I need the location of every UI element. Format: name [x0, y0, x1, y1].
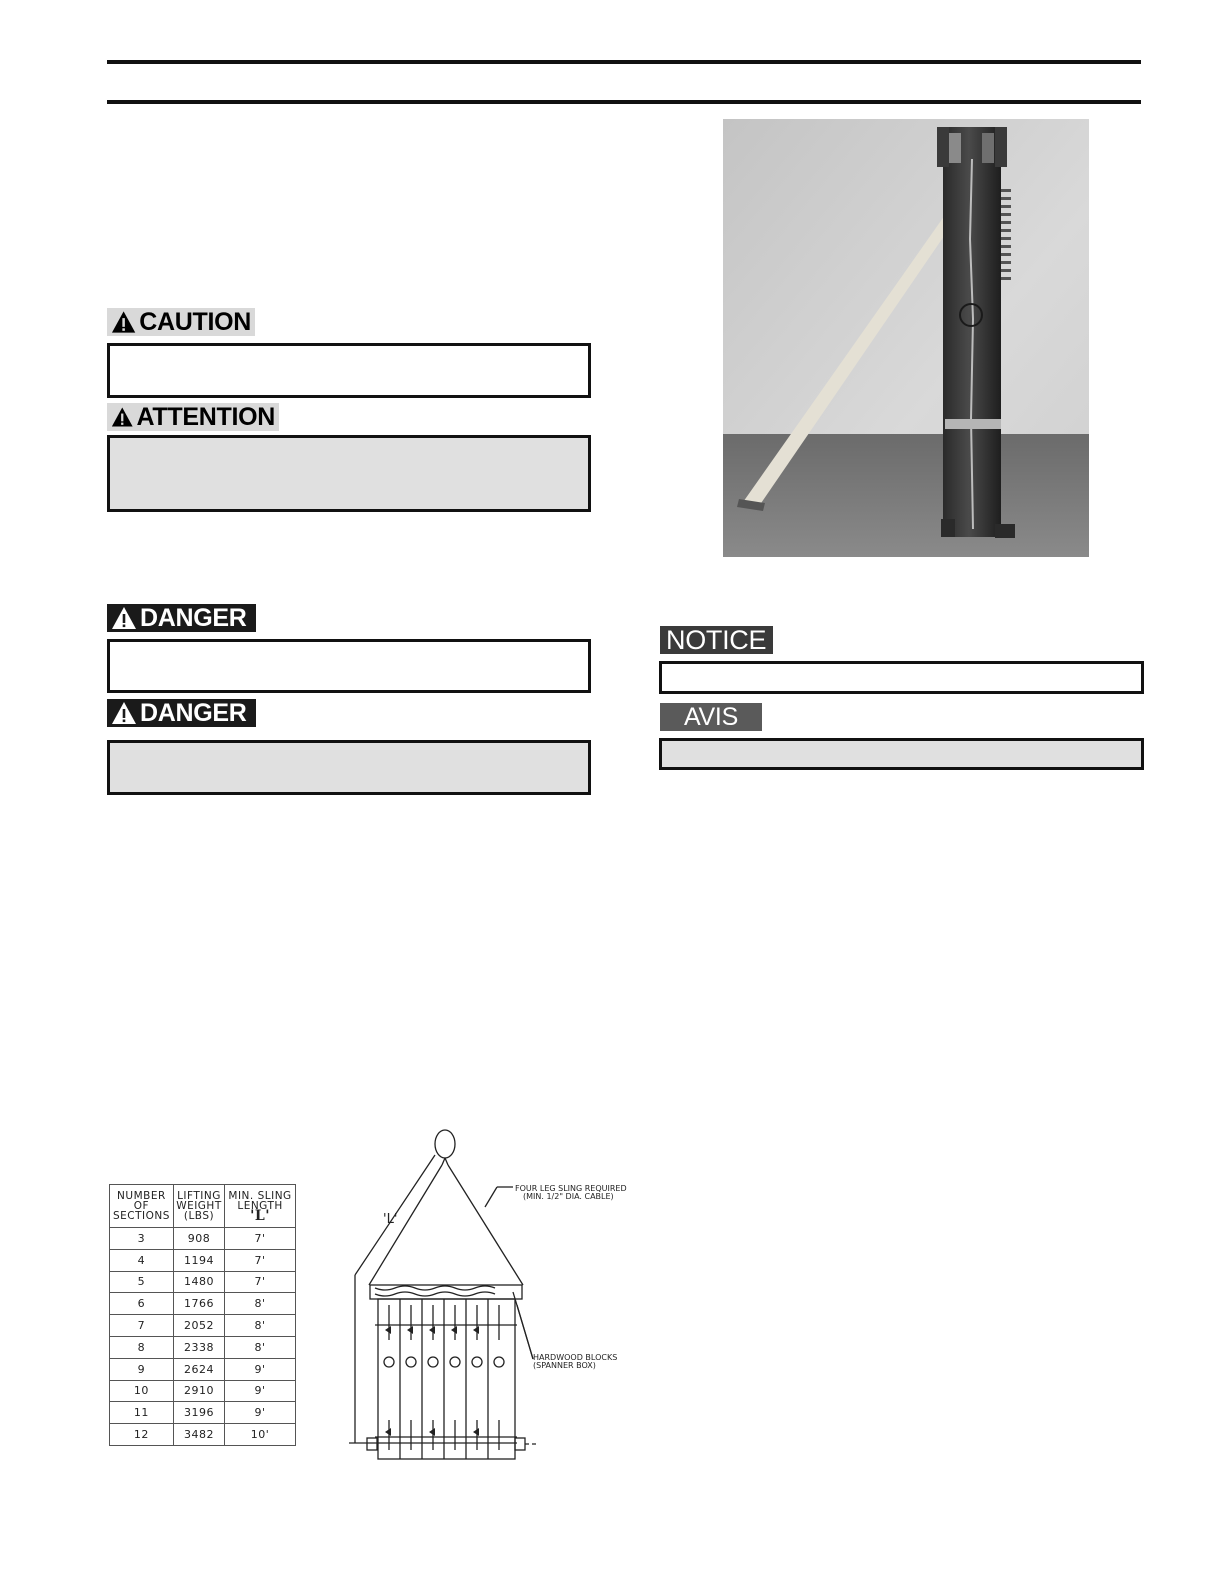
attention-label: [107, 403, 279, 431]
table-row: 11 3196 9': [110, 1402, 296, 1424]
caution-text: CAUTION: [139, 307, 251, 336]
header-rule-bottom: [107, 100, 1141, 104]
danger-label-2: [107, 699, 256, 727]
avis-label: [660, 703, 762, 731]
table-row: 5 1480 7': [110, 1271, 296, 1293]
table-row: 8 2338 8': [110, 1336, 296, 1358]
danger-message-box-1: [107, 639, 591, 693]
table-row: 4 1194 7': [110, 1249, 296, 1271]
sling-note-line1: FOUR LEG SLING REQUIRED: [515, 1184, 627, 1193]
notice-message-box: [659, 661, 1144, 694]
lifting-weight-table: [109, 1184, 296, 1446]
sling-lifting-diagram: [345, 1125, 630, 1465]
danger-text-2: DANGER: [140, 698, 247, 727]
warning-triangle-icon: [111, 701, 137, 725]
table-row: 12 3482 10': [110, 1424, 296, 1446]
section-upright-photo: [723, 119, 1089, 557]
warning-triangle-icon: [111, 405, 134, 429]
header-number-of-sections: NUMBER OF SECTIONS: [110, 1185, 174, 1228]
avis-message-box: [659, 738, 1144, 770]
notice-text: NOTICE: [666, 624, 767, 655]
table-row: 10 2910 9': [110, 1380, 296, 1402]
blocks-note-line2: (SPANNER BOX): [533, 1361, 596, 1370]
danger-label-1: [107, 604, 256, 632]
blocks-note-line1: HARDWOOD BLOCKS: [533, 1353, 618, 1362]
table-row: 3 908 7': [110, 1228, 296, 1250]
danger-text-1: DANGER: [140, 603, 247, 632]
danger-message-box-2: [107, 740, 591, 795]
notice-label: [660, 626, 773, 654]
avis-text: AVIS: [684, 702, 738, 731]
attention-text: ATTENTION: [136, 402, 275, 431]
caution-label: [107, 308, 255, 336]
table-row: 9 2624 9': [110, 1358, 296, 1380]
table-row: 7 2052 8': [110, 1315, 296, 1337]
table-header-row: [110, 1185, 296, 1228]
header-lifting-weight: LIFTING WEIGHT (LBS): [173, 1185, 224, 1228]
sling-note-line2: (MIN. 1/2" DIA. CABLE): [523, 1192, 614, 1201]
warning-triangle-icon: [111, 606, 137, 630]
header-rule-top: [107, 60, 1141, 64]
header-min-sling-length: MIN. SLING LENGTH 'L': [225, 1185, 296, 1228]
table-row: 6 1766 8': [110, 1293, 296, 1315]
warning-triangle-icon: [111, 310, 136, 334]
caution-message-box: [107, 343, 591, 398]
dimension-label-l: 'L': [383, 1212, 398, 1227]
attention-message-box: [107, 435, 591, 512]
